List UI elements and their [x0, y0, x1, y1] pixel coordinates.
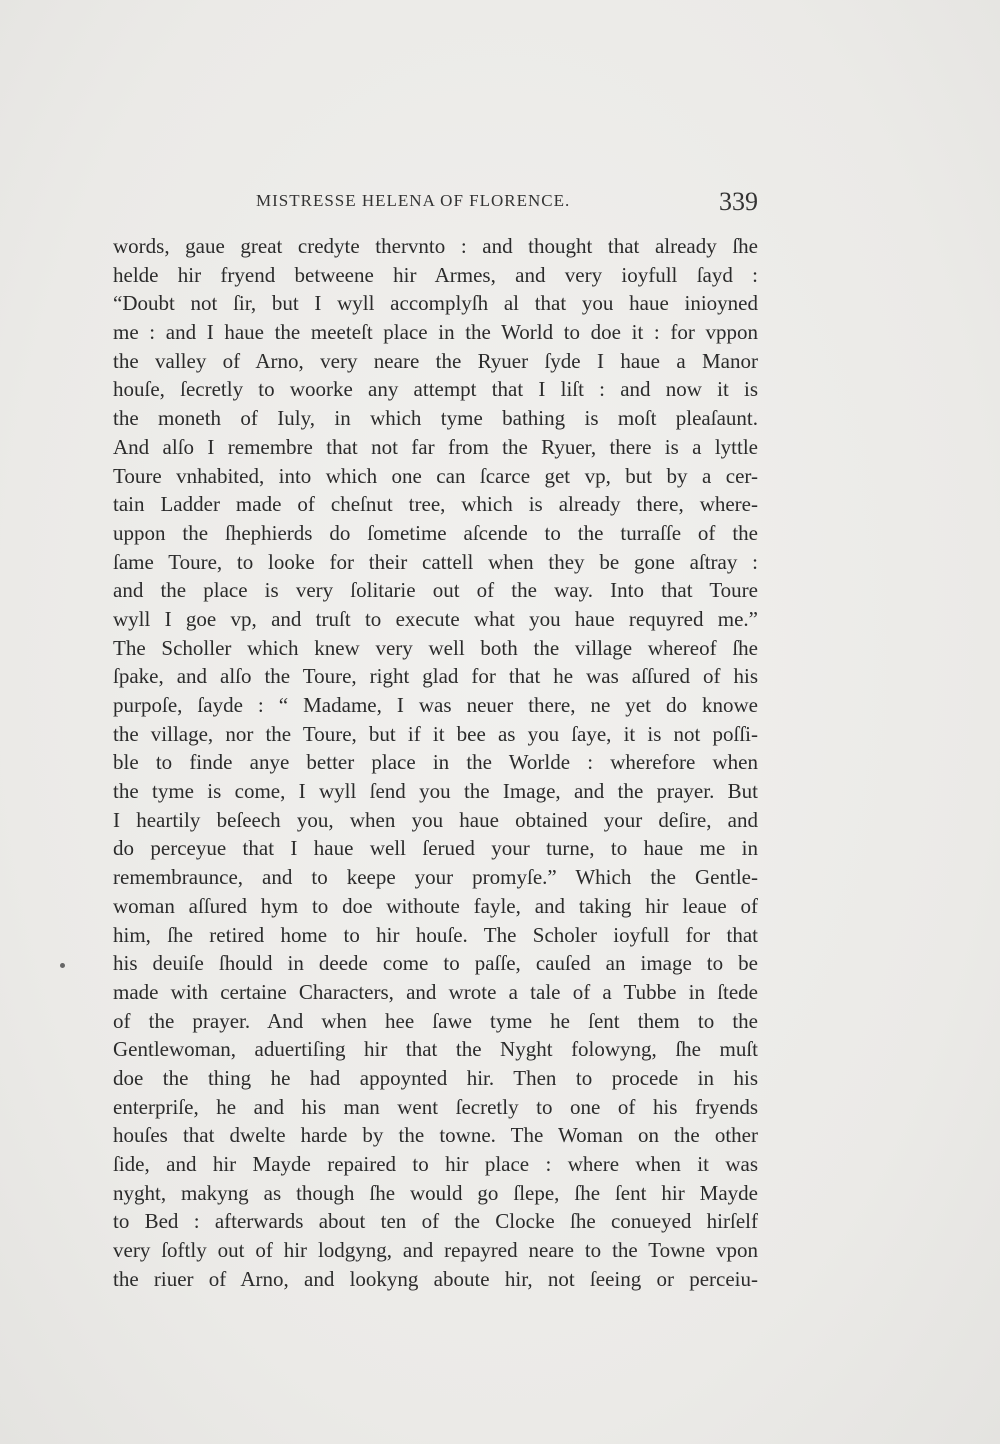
- text-line: The Scholler which knew very well both the village whereof ſhe: [113, 635, 758, 660]
- text-line: and the place is very ſolitarie out of the way. Into that Toure: [113, 578, 758, 603]
- text-line: remembraunce, and to keepe your promyſe.” Which the Gentle-: [113, 865, 758, 890]
- text-line: the tyme is come, I wyll ſend you the Image, and the prayer. But: [113, 779, 758, 804]
- text-line: enterpriſe, he and his man went ſecretly to one of his fryends: [113, 1094, 758, 1119]
- text-line: “Doubt not ſir, but I wyll accomplyſh al that you haue inioyned: [113, 291, 758, 316]
- text-line: the valley of Arno, very neare the Ryuer ſyde I haue a Manor: [113, 348, 758, 373]
- text-line: ſide, and hir Mayde repaired to hir place : where when it was: [113, 1152, 758, 1176]
- text-line: made with certaine Characters, and wrote a tale of a Tubbe in ſtede: [113, 979, 758, 1004]
- text-line: doe the thing he had appoynted hir. Then to procede in his: [113, 1065, 758, 1090]
- text-line: ſame Toure, to looke for their cattell when they be gone aſtray :: [113, 549, 758, 574]
- text-line: helde hir fryend betweene hir Armes, and very ioyfull ſayd :: [113, 262, 758, 287]
- text-line: the village, nor the Toure, but if it bee as you ſaye, it is not poſſi-: [113, 721, 758, 746]
- body-text: [113, 232, 758, 1293]
- text-line: ſpake, and alſo the Toure, right glad for that he was aſſured of his: [113, 664, 758, 689]
- text-line: me : and I haue the meeteſt place in the World to doe it : for vppon: [113, 320, 758, 345]
- text-line: very ſoftly out of hir lodgyng, and repayred neare to the Towne vpon: [113, 1238, 758, 1263]
- text-line: Gentlewoman, aduertiſing hir that the Nyght folowyng, ſhe muſt: [113, 1037, 758, 1062]
- text-line: houſes that dwelte harde by the towne. The Woman on the other: [113, 1123, 758, 1148]
- text-line: ble to finde anye better place in the Worlde : wherefore when: [113, 750, 758, 775]
- text-line: nyght, makyng as though ſhe would go ſlepe, ſhe ſent hir Mayde: [113, 1180, 758, 1205]
- text-line: I heartily beſeech you, when you haue obtained your deſire, and: [113, 807, 758, 832]
- text-line: tain Ladder made of cheſnut tree, which is already there, where-: [113, 492, 758, 517]
- text-line: words, gaue great credyte thervnto : and thought that already ſhe: [113, 234, 758, 258]
- running-title: MISTRESSE HELENA OF FLORENCE.: [256, 191, 571, 210]
- text-line: of the prayer. And when hee ſawe tyme he ſent them to the: [113, 1008, 758, 1033]
- text-line: do perceyue that I haue well ſerued your turne, to haue me in: [113, 836, 758, 861]
- text-line: woman aſſured hym to doe withoute fayle, and taking hir leaue of: [113, 893, 758, 918]
- text-line: uppon the ſhephierds do ſometime aſcende to the turraſſe of the: [113, 520, 758, 545]
- text-line: wyll I goe vp, and truſt to execute what you haue requyred me.”: [113, 606, 758, 631]
- text-line: purpoſe, ſayde : “ Madame, I was neuer there, ne yet do knowe: [113, 693, 758, 717]
- text-line: the riuer of Arno, and lookyng aboute hir, not ſeeing or perceiu-: [113, 1266, 758, 1291]
- text-line: him, ſhe retired home to hir houſe. The Scholer ioyfull for that: [113, 922, 758, 947]
- text-line: the moneth of Iuly, in which tyme bathing is moſt pleaſaunt.: [113, 406, 758, 431]
- margin-dot-mark: [60, 963, 65, 968]
- text-line: Toure vnhabited, into which one can ſcarce get vp, but by a cer-: [113, 463, 758, 488]
- text-line: to Bed : afterwards about ten of the Clocke ſhe conueyed hirſelf: [113, 1209, 758, 1234]
- running-head: [110, 187, 760, 223]
- text-line: his deuiſe ſhould in deede come to paſſe, cauſed an image to be: [113, 951, 758, 976]
- page-number: 339: [719, 187, 758, 216]
- text-line: And alſo I remembre that not far from the Ryuer, there is a lyttle: [113, 434, 758, 459]
- text-line: houſe, ſecretly to woorke any attempt that I liſt : and now it is: [113, 377, 758, 402]
